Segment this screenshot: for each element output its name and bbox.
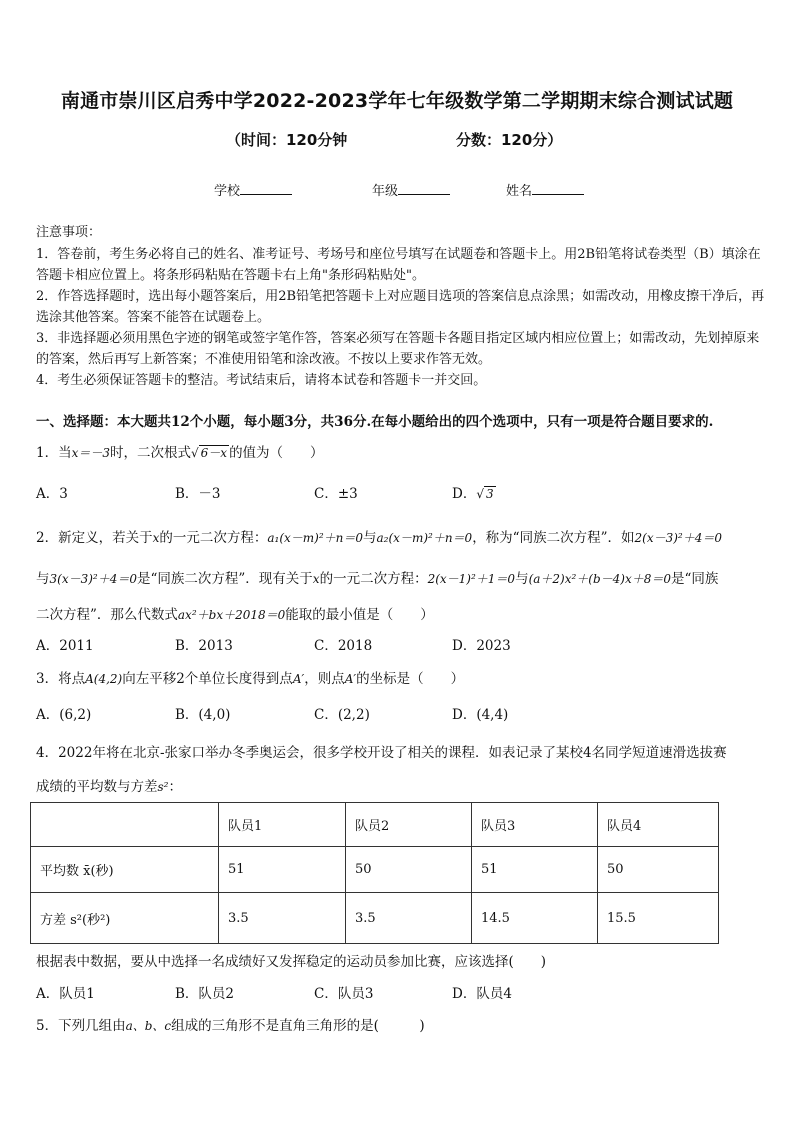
question-2-line-1: 2．新定义，若关于x的一元二次方程：a₁(x－m)²＋n＝0与a₂(x－m)²＋n＝0，称为“同族二次方程”．如2(x－3)²＋4＝0 — [36, 530, 722, 546]
notes-heading: 注意事项： — [36, 225, 102, 240]
page-title: 南通市崇川区启秀中学2022-2023学年七年级数学第二学期期末综合测试试题 — [60, 90, 734, 112]
table-cell: 14.5 — [472, 893, 598, 944]
table-cell: 队员4 — [598, 803, 719, 847]
table-cell: 队员2 — [346, 803, 472, 847]
name-field[interactable] — [506, 180, 584, 199]
q2-option-d[interactable]: D．2023 — [452, 638, 511, 654]
q2-option-b[interactable]: B．2013 — [175, 638, 233, 654]
q2-option-a[interactable]: A．2011 — [36, 638, 94, 654]
q1-option-b[interactable]: B．－3 — [175, 486, 221, 502]
question-2-line-2: 与3(x－3)²＋4＝0是“同族二次方程”．现有关于x的一元二次方程：2(x－1)²＋1＝0与(a＋2)x²＋(b－4)x＋8＝0是“同族 — [36, 571, 719, 587]
stats-table — [30, 802, 719, 944]
q4-option-b[interactable]: B．队员2 — [175, 986, 235, 1002]
note-item-2: 2．作答选择题时，选出每小题答案后，用2B铅笔把答题卡上对应题目选项的答案信息点涂黑；如需改动，用橡皮擦干净后，再选涂其他答案。答案不能答在试题卷上。 — [36, 289, 765, 325]
question-5: 5．下列几组由a、b、c组成的三角形不是直角三角形的是( ) — [36, 1018, 425, 1034]
exam-score: 分数：120分） — [456, 131, 563, 149]
name-label: 姓名 — [506, 184, 533, 199]
table-cell: 3.5 — [219, 893, 346, 944]
table-cell: 队员3 — [472, 803, 598, 847]
table-row — [31, 847, 719, 893]
q1-option-a[interactable]: A．3 — [36, 486, 68, 502]
q4-option-d[interactable]: D．队员4 — [452, 986, 512, 1002]
school-label: 学校 — [214, 184, 241, 199]
q4-option-a[interactable]: A．队员1 — [36, 986, 95, 1002]
question-3: 3．将点A(4,2)向左平移2个单位长度得到点A′，则点A′的坐标是（ ） — [36, 671, 465, 687]
table-cell: 51 — [472, 847, 598, 893]
q1-option-c[interactable]: C．±3 — [314, 486, 358, 502]
q2-option-c[interactable]: C．2018 — [314, 638, 373, 654]
q3-option-d[interactable]: D．(4,4) — [452, 707, 509, 723]
section-heading: 一、选择题：本大题共12个小题，每小题3分，共36分.在每小题给出的四个选项中，只有一项是符合题目要求的. — [36, 414, 714, 430]
q4-option-c[interactable]: C．队员3 — [314, 986, 374, 1002]
sqrt-expression: √ 6－x — [191, 446, 228, 460]
q1-option-d[interactable]: D．√ 3 — [452, 486, 494, 502]
question-1: 1．当x＝－3时，二次根式√ 6－x 的值为（ ） — [36, 445, 324, 461]
question-4-prompt: 根据表中数据，要从中选择一名成绩好又发挥稳定的运动员参加比赛，应该选择( ) — [36, 954, 547, 970]
q3-option-b[interactable]: B．(4,0) — [175, 707, 231, 723]
note-item-1: 1．答卷前，考生务必将自己的姓名、准考证号、考场号和座位号填写在试题卷和答题卡上。用2B铅笔将试卷类型（B）填涂在答题卡相应位置上。将条形码粘贴在答题卡右上角"条形码粘贴处"。 — [36, 247, 761, 283]
table-header-row — [31, 803, 719, 847]
question-4-line-1: 4．2022年将在北京-张家口举办冬季奥运会，很多学校开设了相关的课程．如表记录了某校4名同学短道速滑选拔赛 — [36, 745, 727, 761]
name-blank[interactable] — [532, 182, 584, 195]
grade-label: 年级 — [372, 184, 399, 199]
table-cell: 方差 s²(秒²) — [31, 893, 219, 944]
question-4-line-2: 成绩的平均数与方差s²： — [36, 779, 182, 795]
table-cell: 队员1 — [219, 803, 346, 847]
school-field[interactable] — [214, 180, 292, 199]
q3-option-a[interactable]: A．(6,2) — [36, 707, 92, 723]
table-cell: 50 — [346, 847, 472, 893]
grade-blank[interactable] — [398, 182, 450, 195]
grade-field[interactable] — [372, 180, 450, 199]
table-row — [31, 893, 719, 944]
q3-option-c[interactable]: C．(2,2) — [314, 707, 370, 723]
question-2-line-3: 二次方程”．那么代数式ax²＋bx＋2018＝0能取的最小值是（ ） — [36, 607, 434, 623]
table-cell: 平均数 x̄(秒) — [31, 847, 219, 893]
table-cell — [31, 803, 219, 847]
note-item-3: 3．非选择题必须用黑色字迹的钢笔或签字笔作答，答案必须写在答题卡各题目指定区域内相应位置上；如需改动，先划掉原来的答案，然后再写上新答案；不准使用铅笔和涂改液。不按以上要求作答无效。 — [36, 331, 760, 367]
note-item-4: 4．考生必须保证答题卡的整洁。考试结束后，请将本试卷和答题卡一并交回。 — [36, 373, 487, 388]
table-cell: 50 — [598, 847, 719, 893]
table-cell: 51 — [219, 847, 346, 893]
table-cell: 15.5 — [598, 893, 719, 944]
school-blank[interactable] — [240, 182, 292, 195]
exam-time: （时间：120分钟 — [226, 131, 348, 149]
table-cell: 3.5 — [346, 893, 472, 944]
